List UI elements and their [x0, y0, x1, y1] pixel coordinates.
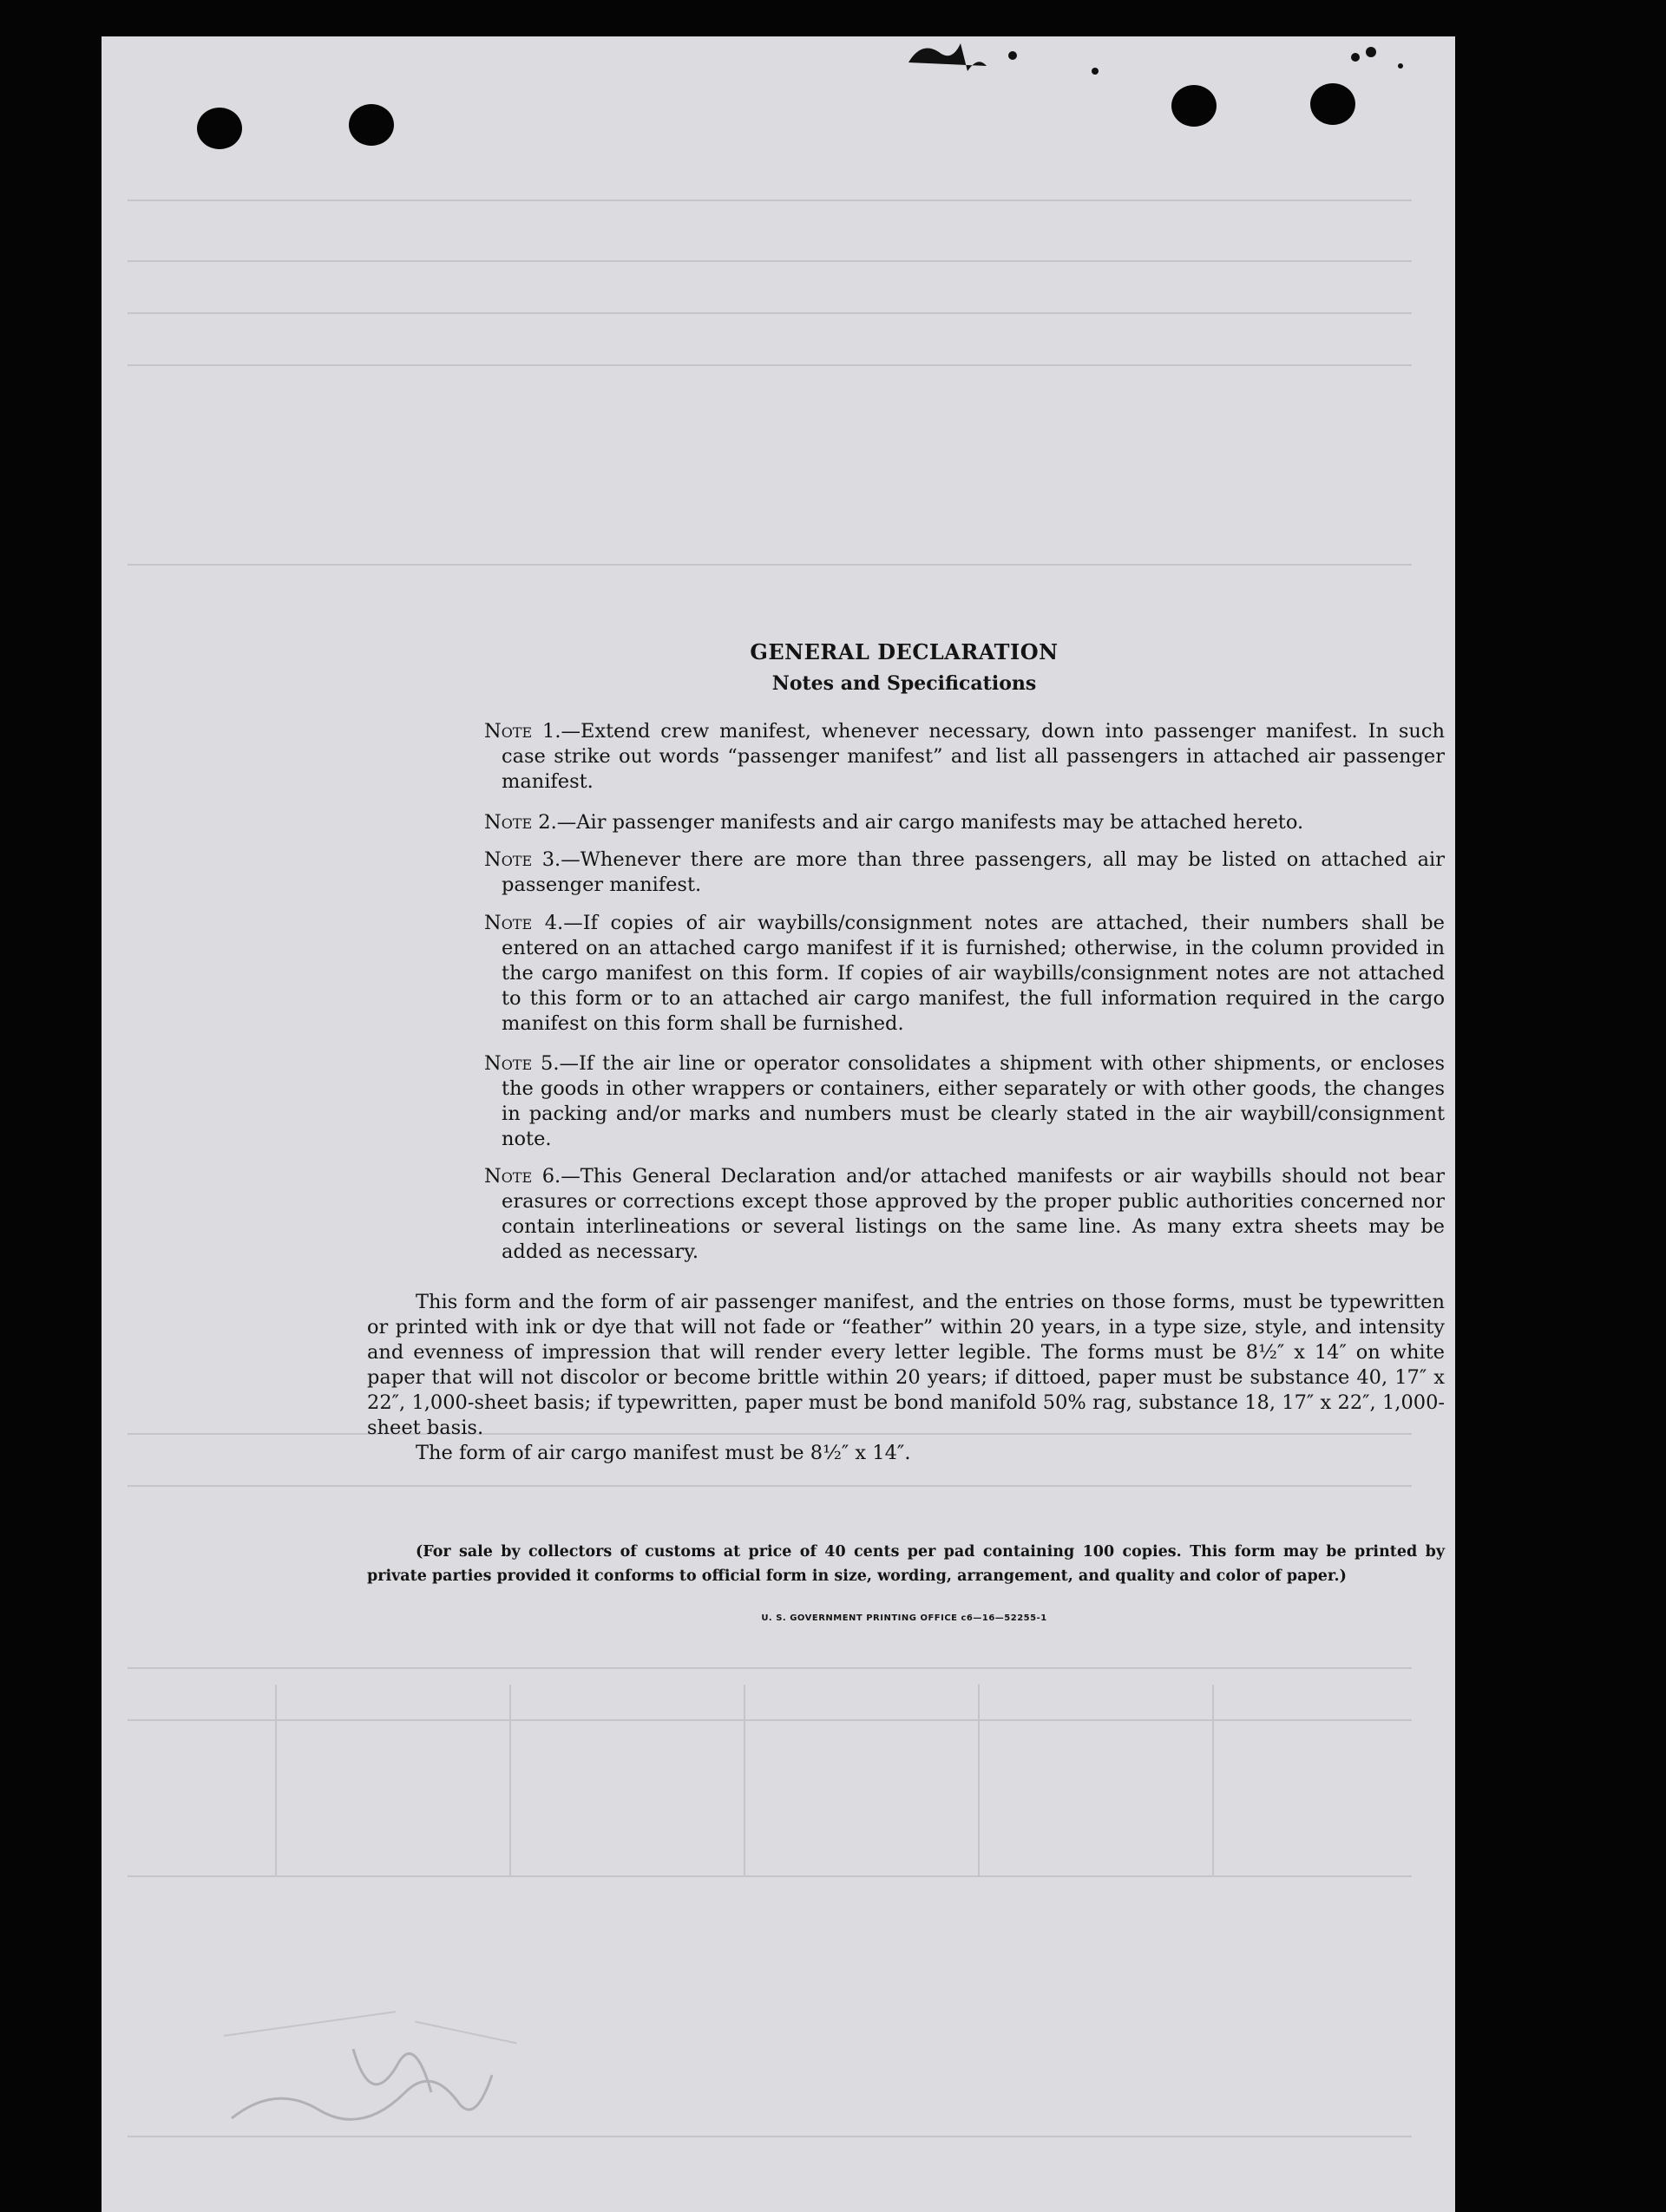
punch-hole [349, 104, 394, 146]
note-label: Note 1. [484, 720, 561, 743]
note-label: Note 5. [484, 1052, 560, 1075]
note-text: —If the air line or operator consolidates a shipment with other shipments, or encloses the goods in other wrappers or containers, either separately or with other goods, the changes in packing and/or marks and numbers must be clearly stated in the air waybill/consignment note. [502, 1052, 1445, 1150]
note-1 [367, 719, 1445, 795]
note-label: Note 3. [484, 848, 561, 871]
show-through-signature [223, 2014, 501, 2153]
note-label: Note 6. [484, 1165, 561, 1188]
form-paragraph: This form and the form of air passenger manifest, and the entries on those forms, must be typewritten or printed with ink or dye that will not fade or “feather” within 20 years, in a type size, style, and intensity and evenness of impression that will render every letter legible. The forms must be 8½″ x 14″ on white paper that will not discolor or become brittle within 20 years; if dittoed, paper must be substance 40, 17″ x 22″, 1,000-sheet basis; if typewritten, paper must be bond manifold 50% rag, substance 18, 17″ x 22″, 1,000-sheet basis. [367, 1291, 1445, 1439]
note-label: Note 2. [484, 811, 557, 834]
document-page [102, 36, 1455, 2212]
note-5 [367, 1051, 1445, 1152]
ink-blot [900, 36, 1108, 88]
punch-hole [1310, 83, 1355, 125]
printing-office-imprint: U. S. GOVERNMENT PRINTING OFFICE c6—16—52255-1 [761, 1613, 1047, 1623]
note-text: —If copies of air waybills/consignment notes are attached, their numbers shall be entered on an attached cargo manifest if it is furnished; otherwise, in the column provided in the cargo manifest on this form. If copies of air waybills/consignment notes are not attached to this form or to an attached air cargo manifest, the full information required in the cargo manifest on this form shall be furnished. [502, 912, 1446, 1035]
sale-note: (For sale by collectors of customs at price of 40 cents per pad containing 100 copies. This form may be printed by private parties provided it conforms to official form in size, wording, arrangement, and quality and color of paper.) [367, 1543, 1445, 1585]
note-4 [367, 911, 1445, 1037]
declaration-title: GENERAL DECLARATION [750, 639, 1059, 664]
note-3 [367, 847, 1445, 898]
cargo-form-line: The form of air cargo manifest must be 8½″ x 14″. [416, 1442, 911, 1464]
note-text: —Whenever there are more than three passengers, all may be listed on attached air passenger manifest. [502, 848, 1445, 896]
note-label: Note 4. [484, 912, 564, 934]
note-6 [367, 1164, 1445, 1265]
punch-hole [1171, 85, 1217, 127]
note-2 [367, 810, 1445, 835]
note-text: —Extend crew manifest, whenever necessary, down into passenger manifest. In such case strike out words “passenger manifest” and list all passengers in attached air passenger manifest. [502, 720, 1445, 793]
note-text: —Air passenger manifests and air cargo manifests may be attached hereto. [556, 811, 1304, 834]
declaration-subtitle: Notes and Specifications [771, 672, 1037, 695]
ink-blot [1329, 36, 1433, 88]
punch-hole [197, 108, 242, 149]
note-text: —This General Declaration and/or attached manifests or air waybills should not bear erasures or corrections except those approved by the proper public authorities concerned nor contain interlineations or several listings on the same line. As many extra sheets may be added as necessary. [502, 1165, 1446, 1263]
